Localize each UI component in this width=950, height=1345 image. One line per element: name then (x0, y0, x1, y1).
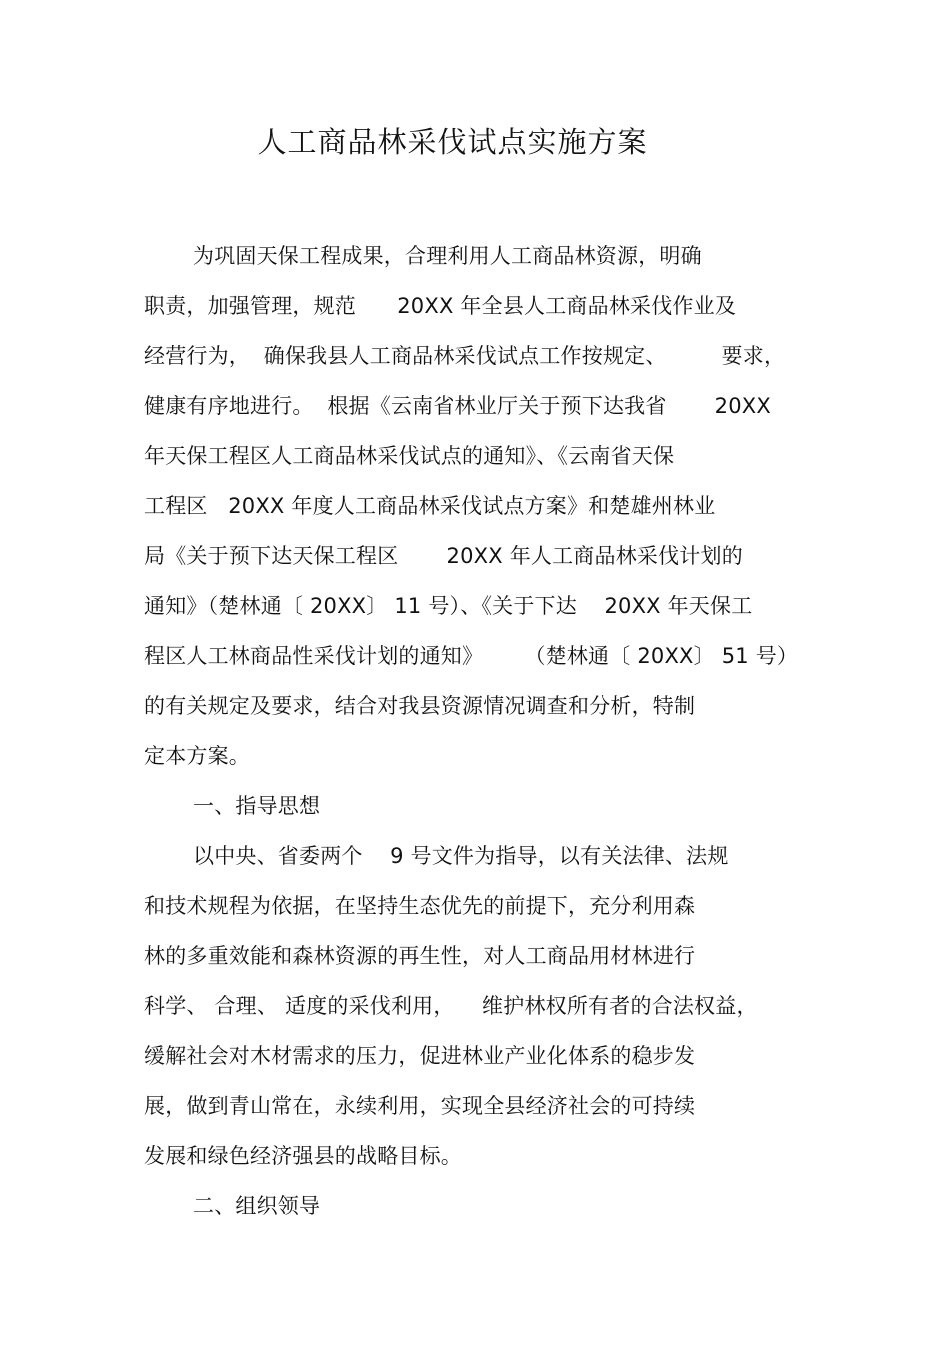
paragraph-line: 经营行为， 确保我县人工商品林采伐试点工作按规定、 要求， (144, 344, 786, 368)
paragraph-line: 林的多重效能和森林资源的再生性，对人工商品用材林进行 (144, 944, 696, 968)
section-heading: 一、指导思想 (193, 794, 321, 818)
paragraph-line: 科学、 合理、 适度的采伐利用， 维护林权所有者的合法权益， (144, 994, 758, 1018)
paragraph-line: 年天保工程区人工商品林采伐试点的通知》、《云南省天保 (144, 444, 675, 468)
paragraph-line: 和技术规程为依据，在坚持生态优先的前提下，充分利用森 (144, 894, 696, 918)
paragraph-line: 通知》（楚林通〔 20XX〕 11 号）、《关于下达 20XX 年天保工 (144, 594, 753, 618)
paragraph-line: 工程区 20XX 年度人工商品林采伐试点方案》和楚雄州林业 (144, 494, 716, 518)
paragraph-line: 的有关规定及要求，结合对我县资源情况调查和分析，特制 (144, 694, 696, 718)
paragraph-line: 发展和绿色经济强县的战略目标。 (144, 1144, 462, 1168)
paragraph-line: 缓解社会对木材需求的压力，促进林业产业化体系的稳步发 (144, 1044, 696, 1068)
paragraph-line: 程区人工林商品性采伐计划的通知》 （楚林通〔 20XX〕 51 号） (144, 644, 799, 668)
paragraph-line: 展，做到青山常在，永续利用，实现全县经济社会的可持续 (144, 1094, 696, 1118)
document-title: 人工商品林采伐试点实施方案 (257, 125, 648, 159)
paragraph-line: 以中央、省委两个 9 号文件为指导，以有关法律、法规 (193, 844, 729, 868)
paragraph-line: 定本方案。 (144, 744, 250, 768)
section-heading: 二、组织领导 (193, 1194, 321, 1218)
paragraph-line: 职责，加强管理，规范 20XX 年全县人工商品林采伐作业及 (144, 294, 737, 318)
paragraph-line: 局《关于预下达天保工程区 20XX 年人工商品林采伐计划的 (144, 544, 743, 568)
paragraph-line: 健康有序地进行。 根据《云南省林业厅关于预下达我省 20XX (144, 394, 771, 418)
paragraph-line: 为巩固天保工程成果，合理利用人工商品林资源，明确 (193, 244, 702, 268)
